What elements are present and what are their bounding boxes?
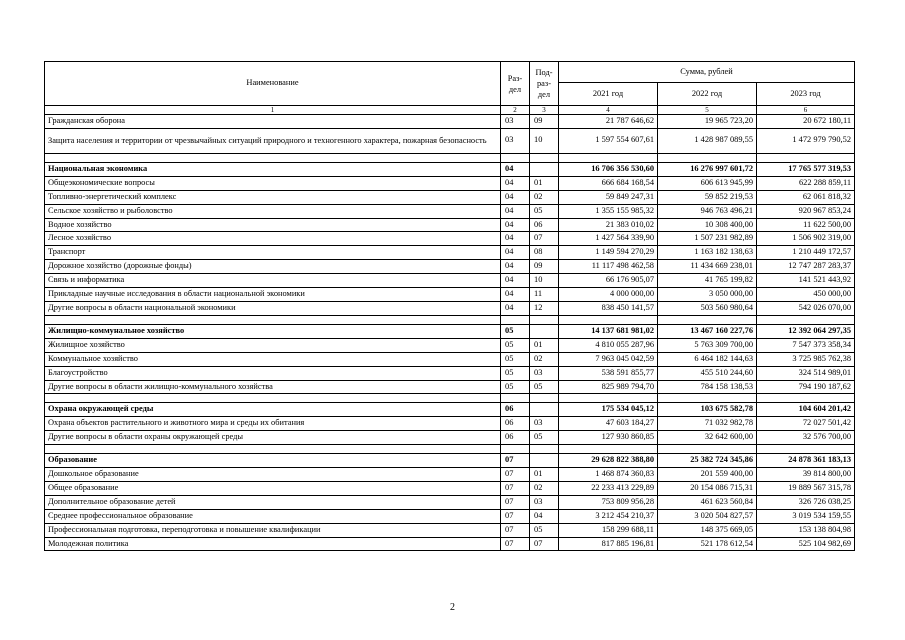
amount-2021-cell: 16 706 356 530,60 xyxy=(559,162,658,176)
amount-2021-cell: 175 534 045,12 xyxy=(559,403,658,417)
podrazdel-cell: 05 xyxy=(530,523,559,537)
podrazdel-cell xyxy=(530,324,559,338)
table-row xyxy=(45,246,855,260)
empty-cell xyxy=(559,394,658,403)
table-row xyxy=(45,352,855,366)
table-row xyxy=(45,509,855,523)
column-index: 6 xyxy=(757,106,855,115)
amount-2021-cell: 1 597 554 607,61 xyxy=(559,128,658,153)
table-body xyxy=(45,115,855,551)
podrazdel-cell: 02 xyxy=(530,481,559,495)
empty-cell xyxy=(530,315,559,324)
podrazdel-cell: 01 xyxy=(530,338,559,352)
header-year-2023: 2023 год xyxy=(757,83,855,106)
amount-2022-cell: 71 032 982,78 xyxy=(658,417,757,431)
table-row xyxy=(45,288,855,302)
empty-cell xyxy=(501,315,530,324)
razdel-cell: 04 xyxy=(501,218,530,232)
amount-2023-cell: 72 027 501,42 xyxy=(757,417,855,431)
amount-2023-cell: 24 878 361 183,13 xyxy=(757,454,855,468)
spacer-row xyxy=(45,445,855,454)
name-cell: Охрана окружающей среды xyxy=(45,403,501,417)
amount-2023-cell: 7 547 373 358,34 xyxy=(757,338,855,352)
header-podrazdel xyxy=(530,62,559,106)
amount-2022-cell: 784 158 138,53 xyxy=(658,380,757,394)
name-cell: Связь и информатика xyxy=(45,274,501,288)
amount-2023-cell: 622 288 859,11 xyxy=(757,176,855,190)
amount-2021-cell: 21 787 646,62 xyxy=(559,115,658,129)
amount-2023-cell: 153 138 804,98 xyxy=(757,523,855,537)
column-index: 5 xyxy=(658,106,757,115)
header-podrazdel-text: Под- раз- дел xyxy=(535,68,553,99)
amount-2021-cell: 825 989 794,70 xyxy=(559,380,658,394)
podrazdel-cell xyxy=(530,162,559,176)
razdel-cell: 03 xyxy=(501,128,530,153)
amount-2022-cell: 201 559 400,00 xyxy=(658,468,757,482)
table-row xyxy=(45,431,855,445)
name-cell: Жилищно-коммунальное хозяйство xyxy=(45,324,501,338)
empty-cell xyxy=(45,315,501,324)
razdel-cell: 05 xyxy=(501,366,530,380)
empty-cell xyxy=(757,315,855,324)
name-cell: Благоустройство xyxy=(45,366,501,380)
amount-2023-cell: 3 725 985 762,38 xyxy=(757,352,855,366)
amount-2023-cell: 19 889 567 315,78 xyxy=(757,481,855,495)
razdel-cell: 05 xyxy=(501,380,530,394)
table-row xyxy=(45,301,855,315)
razdel-cell: 07 xyxy=(501,481,530,495)
table-row xyxy=(45,218,855,232)
column-index-row xyxy=(45,106,855,115)
amount-2022-cell: 1 163 182 138,63 xyxy=(658,246,757,260)
amount-2022-cell: 5 763 309 700,00 xyxy=(658,338,757,352)
name-cell: Коммунальное хозяйство xyxy=(45,352,501,366)
amount-2021-cell: 1 468 874 360,83 xyxy=(559,468,658,482)
empty-cell xyxy=(658,153,757,162)
amount-2021-cell: 1 149 594 270,29 xyxy=(559,246,658,260)
header-year-2022: 2022 год xyxy=(658,83,757,106)
table-row xyxy=(45,495,855,509)
razdel-cell: 07 xyxy=(501,537,530,551)
razdel-cell: 04 xyxy=(501,162,530,176)
amount-2021-cell: 21 383 010,02 xyxy=(559,218,658,232)
amount-2022-cell: 455 510 244,60 xyxy=(658,366,757,380)
empty-cell xyxy=(757,394,855,403)
empty-cell xyxy=(530,153,559,162)
table-row xyxy=(45,190,855,204)
podrazdel-cell: 10 xyxy=(530,274,559,288)
table-row xyxy=(45,204,855,218)
podrazdel-cell: 04 xyxy=(530,509,559,523)
amount-2022-cell: 6 464 182 144,63 xyxy=(658,352,757,366)
amount-2022-cell: 606 613 945,99 xyxy=(658,176,757,190)
empty-cell xyxy=(658,394,757,403)
name-cell: Прикладные научные исследования в области национальной экономики xyxy=(45,288,501,302)
amount-2022-cell: 19 965 723,20 xyxy=(658,115,757,129)
empty-cell xyxy=(559,445,658,454)
razdel-cell: 04 xyxy=(501,246,530,260)
empty-cell xyxy=(757,153,855,162)
name-cell: Сельское хозяйство и рыболовство xyxy=(45,204,501,218)
empty-cell xyxy=(501,445,530,454)
section-row xyxy=(45,324,855,338)
amount-2021-cell: 538 591 855,77 xyxy=(559,366,658,380)
amount-2021-cell: 1 427 564 339,90 xyxy=(559,232,658,246)
amount-2023-cell: 104 604 201,42 xyxy=(757,403,855,417)
amount-2021-cell: 22 233 413 229,89 xyxy=(559,481,658,495)
table-row xyxy=(45,481,855,495)
table-header xyxy=(45,62,855,115)
razdel-cell: 05 xyxy=(501,352,530,366)
amount-2021-cell: 4 810 055 287,96 xyxy=(559,338,658,352)
razdel-cell: 05 xyxy=(501,324,530,338)
amount-2021-cell: 11 117 498 462,58 xyxy=(559,260,658,274)
name-cell: Образование xyxy=(45,454,501,468)
name-cell: Водное хозяйство xyxy=(45,218,501,232)
amount-2023-cell: 17 765 577 319,53 xyxy=(757,162,855,176)
amount-2023-cell: 62 061 818,32 xyxy=(757,190,855,204)
podrazdel-cell: 02 xyxy=(530,352,559,366)
column-index: 2 xyxy=(501,106,530,115)
empty-cell xyxy=(501,153,530,162)
spacer-row xyxy=(45,394,855,403)
empty-cell xyxy=(530,445,559,454)
section-row xyxy=(45,403,855,417)
amount-2023-cell: 324 514 989,01 xyxy=(757,366,855,380)
amount-2023-cell: 1 472 979 790,52 xyxy=(757,128,855,153)
amount-2023-cell: 1 506 902 319,00 xyxy=(757,232,855,246)
name-cell: Транспорт xyxy=(45,246,501,260)
name-cell: Общее образование xyxy=(45,481,501,495)
budget-sheet xyxy=(44,61,855,551)
header-sum: Сумма, рублей xyxy=(559,62,855,83)
podrazdel-cell: 01 xyxy=(530,176,559,190)
amount-2023-cell: 12 392 064 297,35 xyxy=(757,324,855,338)
name-cell: Жилищное хозяйство xyxy=(45,338,501,352)
amount-2021-cell: 14 137 681 981,02 xyxy=(559,324,658,338)
section-row xyxy=(45,454,855,468)
razdel-cell: 04 xyxy=(501,190,530,204)
amount-2022-cell: 32 642 600,00 xyxy=(658,431,757,445)
amount-2021-cell: 66 176 905,07 xyxy=(559,274,658,288)
amount-2021-cell: 7 963 045 042,59 xyxy=(559,352,658,366)
podrazdel-cell: 12 xyxy=(530,301,559,315)
razdel-cell: 07 xyxy=(501,523,530,537)
name-cell: Национальная экономика xyxy=(45,162,501,176)
column-index: 4 xyxy=(559,106,658,115)
razdel-cell: 06 xyxy=(501,431,530,445)
amount-2021-cell: 1 355 155 985,32 xyxy=(559,204,658,218)
name-cell: Защита населения и территории от чрезвычайных ситуаций природного и техногенного характера, пожарная безопасность xyxy=(45,128,501,153)
empty-cell xyxy=(530,394,559,403)
empty-cell xyxy=(658,445,757,454)
name-cell: Общеэкономические вопросы xyxy=(45,176,501,190)
amount-2022-cell: 11 434 669 238,01 xyxy=(658,260,757,274)
amount-2022-cell: 3 050 000,00 xyxy=(658,288,757,302)
razdel-cell: 03 xyxy=(501,115,530,129)
table-row xyxy=(45,417,855,431)
empty-cell xyxy=(45,394,501,403)
podrazdel-cell: 07 xyxy=(530,537,559,551)
amount-2022-cell: 521 178 612,54 xyxy=(658,537,757,551)
podrazdel-cell: 11 xyxy=(530,288,559,302)
amount-2023-cell: 326 726 038,25 xyxy=(757,495,855,509)
razdel-cell: 04 xyxy=(501,176,530,190)
podrazdel-cell: 09 xyxy=(530,115,559,129)
header-razdel-text: Раз- дел xyxy=(507,73,523,94)
podrazdel-cell: 03 xyxy=(530,495,559,509)
name-cell: Топливно-энергетический комплекс xyxy=(45,190,501,204)
podrazdel-cell: 06 xyxy=(530,218,559,232)
podrazdel-cell: 02 xyxy=(530,190,559,204)
amount-2022-cell: 41 765 199,82 xyxy=(658,274,757,288)
header-name: Наименование xyxy=(45,62,501,106)
amount-2021-cell: 666 684 168,54 xyxy=(559,176,658,190)
amount-2022-cell: 148 375 669,05 xyxy=(658,523,757,537)
amount-2021-cell: 47 603 184,27 xyxy=(559,417,658,431)
amount-2023-cell: 39 814 800,00 xyxy=(757,468,855,482)
podrazdel-cell: 08 xyxy=(530,246,559,260)
page-number: 2 xyxy=(450,602,455,613)
header-year-2021: 2021 год xyxy=(559,83,658,106)
amount-2022-cell: 503 560 980,64 xyxy=(658,301,757,315)
amount-2023-cell: 450 000,00 xyxy=(757,288,855,302)
razdel-cell: 07 xyxy=(501,454,530,468)
amount-2022-cell: 946 763 496,21 xyxy=(658,204,757,218)
table-row xyxy=(45,523,855,537)
podrazdel-cell: 09 xyxy=(530,260,559,274)
amount-2022-cell: 25 382 724 345,86 xyxy=(658,454,757,468)
razdel-cell: 04 xyxy=(501,232,530,246)
razdel-cell: 07 xyxy=(501,495,530,509)
name-cell: Другие вопросы в области жилищно-коммунального хозяйства xyxy=(45,380,501,394)
podrazdel-cell: 01 xyxy=(530,468,559,482)
table-row xyxy=(45,115,855,129)
amount-2021-cell: 158 299 688,11 xyxy=(559,523,658,537)
razdel-cell: 04 xyxy=(501,260,530,274)
razdel-cell: 04 xyxy=(501,274,530,288)
table-row xyxy=(45,176,855,190)
amount-2023-cell: 141 521 443,92 xyxy=(757,274,855,288)
amount-2021-cell: 4 000 000,00 xyxy=(559,288,658,302)
name-cell: Охрана объектов растительного и животного мира и среды их обитания xyxy=(45,417,501,431)
table-row xyxy=(45,128,855,153)
empty-cell xyxy=(559,153,658,162)
empty-cell xyxy=(757,445,855,454)
razdel-cell: 04 xyxy=(501,204,530,218)
amount-2021-cell: 59 849 247,31 xyxy=(559,190,658,204)
table-row xyxy=(45,468,855,482)
amount-2023-cell: 12 747 287 283,37 xyxy=(757,260,855,274)
table-row xyxy=(45,537,855,551)
podrazdel-cell: 05 xyxy=(530,380,559,394)
spacer-row xyxy=(45,315,855,324)
amount-2021-cell: 838 450 141,57 xyxy=(559,301,658,315)
name-cell: Другие вопросы в области охраны окружающей среды xyxy=(45,431,501,445)
amount-2022-cell: 10 308 400,00 xyxy=(658,218,757,232)
amount-2022-cell: 20 154 086 715,31 xyxy=(658,481,757,495)
podrazdel-cell: 03 xyxy=(530,417,559,431)
table-row xyxy=(45,380,855,394)
podrazdel-cell: 05 xyxy=(530,204,559,218)
amount-2023-cell: 20 672 180,11 xyxy=(757,115,855,129)
header-razdel xyxy=(501,62,530,106)
amount-2021-cell: 127 930 860,85 xyxy=(559,431,658,445)
amount-2023-cell: 3 019 534 159,55 xyxy=(757,509,855,523)
podrazdel-cell xyxy=(530,403,559,417)
name-cell: Гражданская оборона xyxy=(45,115,501,129)
name-cell: Среднее профессиональное образование xyxy=(45,509,501,523)
amount-2021-cell: 29 628 822 388,80 xyxy=(559,454,658,468)
amount-2023-cell: 1 210 449 172,57 xyxy=(757,246,855,260)
amount-2021-cell: 3 212 454 210,37 xyxy=(559,509,658,523)
table-row xyxy=(45,260,855,274)
table-row xyxy=(45,366,855,380)
amount-2023-cell: 11 622 500,00 xyxy=(757,218,855,232)
razdel-cell: 06 xyxy=(501,417,530,431)
amount-2023-cell: 794 190 187,62 xyxy=(757,380,855,394)
budget-table xyxy=(44,61,855,551)
podrazdel-cell: 07 xyxy=(530,232,559,246)
podrazdel-cell: 03 xyxy=(530,366,559,380)
amount-2021-cell: 817 885 196,81 xyxy=(559,537,658,551)
empty-cell xyxy=(559,315,658,324)
spacer-row xyxy=(45,153,855,162)
name-cell: Молодежная политика xyxy=(45,537,501,551)
empty-cell xyxy=(658,315,757,324)
amount-2022-cell: 103 675 582,78 xyxy=(658,403,757,417)
amount-2023-cell: 542 026 070,00 xyxy=(757,301,855,315)
section-row xyxy=(45,162,855,176)
table-row xyxy=(45,232,855,246)
razdel-cell: 07 xyxy=(501,468,530,482)
razdel-cell: 06 xyxy=(501,403,530,417)
razdel-cell: 04 xyxy=(501,288,530,302)
empty-cell xyxy=(501,394,530,403)
name-cell: Другие вопросы в области национальной экономики xyxy=(45,301,501,315)
table-row xyxy=(45,338,855,352)
amount-2022-cell: 59 852 219,53 xyxy=(658,190,757,204)
amount-2021-cell: 753 809 956,28 xyxy=(559,495,658,509)
amount-2022-cell: 1 428 987 089,55 xyxy=(658,128,757,153)
podrazdel-cell: 05 xyxy=(530,431,559,445)
name-cell: Дорожное хозяйство (дорожные фонды) xyxy=(45,260,501,274)
column-index: 1 xyxy=(45,106,501,115)
razdel-cell: 07 xyxy=(501,509,530,523)
podrazdel-cell: 10 xyxy=(530,128,559,153)
amount-2022-cell: 13 467 160 227,76 xyxy=(658,324,757,338)
amount-2022-cell: 3 020 504 827,57 xyxy=(658,509,757,523)
amount-2023-cell: 525 104 982,69 xyxy=(757,537,855,551)
razdel-cell: 05 xyxy=(501,338,530,352)
empty-cell xyxy=(45,445,501,454)
amount-2022-cell: 461 623 560,84 xyxy=(658,495,757,509)
table-row xyxy=(45,274,855,288)
name-cell: Дошкольное образование xyxy=(45,468,501,482)
amount-2022-cell: 16 276 997 601,72 xyxy=(658,162,757,176)
amount-2022-cell: 1 507 231 982,89 xyxy=(658,232,757,246)
razdel-cell: 04 xyxy=(501,301,530,315)
name-cell: Лесное хозяйство xyxy=(45,232,501,246)
column-index: 3 xyxy=(530,106,559,115)
amount-2023-cell: 920 967 853,24 xyxy=(757,204,855,218)
empty-cell xyxy=(45,153,501,162)
amount-2023-cell: 32 576 700,00 xyxy=(757,431,855,445)
podrazdel-cell xyxy=(530,454,559,468)
name-cell: Профессиональная подготовка, переподготовка и повышение квалификации xyxy=(45,523,501,537)
name-cell: Дополнительное образование детей xyxy=(45,495,501,509)
